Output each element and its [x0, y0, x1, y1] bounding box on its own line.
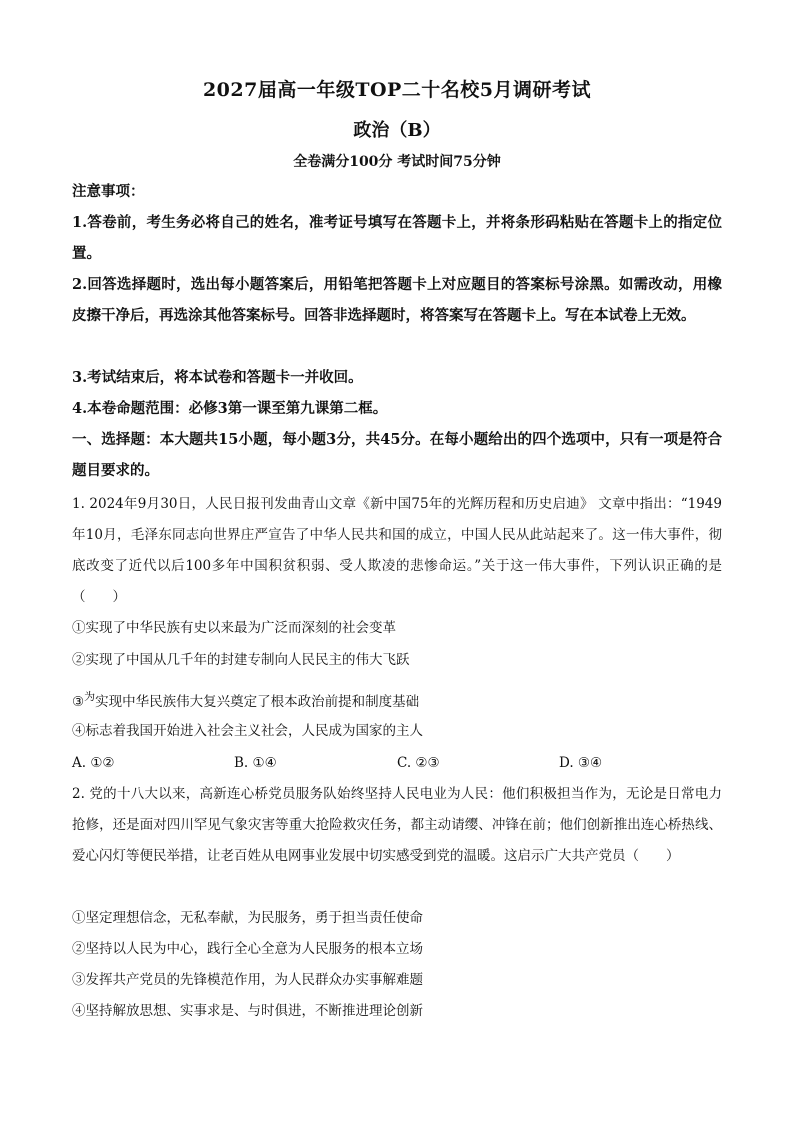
option-3-marker: ③ — [72, 694, 85, 710]
question-1-option-3 — [72, 681, 722, 718]
question-1-option-2: ②实现了中国从几千年的封建专制向人民民主的伟大飞跃 — [72, 652, 410, 668]
notice-item-3: 3.考试结束后，将本试卷和答题卡一并收回。 — [72, 369, 363, 386]
question-2-option-1: ①坚定理想信念，无私奉献，为民服务，勇于担当责任使命 — [72, 910, 423, 926]
option-3-text: 实现中华民族伟大复兴奠定了根本政治前提和制度基础 — [95, 694, 420, 710]
exam-meta: 全卷满分100分 考试时间75分钟 — [293, 154, 501, 170]
exam-subject: 政治（B） — [353, 120, 441, 141]
question-1-stem: 1. 2024年9月30日，人民日报刊发曲青山文章《新中国75年的光辉历程和历史启迪》 文章中指出：“1949年10月，毛泽东同志向世界庄严宣告了中华人民共和国的成立，中国人民从此站起来了。这一伟大事件，彻底改变了近代以后100多年中国积贫积弱、受人欺凌的悲惨命运。”关于这一伟大事件，下列认识正确的是（ ） — [72, 496, 722, 605]
choice-c: C. ②③ — [397, 755, 440, 771]
question-2-stem: 2. 党的十八大以来，高新连心桥党员服务队始终坚持人民电业为人民：他们积极担当作为，无论是日常电力抢修，还是面对四川罕见气象灾害等重大抢险救灾任务，都主动请缨、冲锋在前；他们创新推出连心桥热线、爱心闪灯等便民举措，让老百姓从电网事业发展中切实感受到党的温暖。这启示广大共产党员（ ） — [72, 786, 722, 864]
question-1-option-4: ④标志着我国开始进入社会主义社会，人民成为国家的主人 — [72, 723, 423, 739]
question-2-option-3: ③发挥共产党员的先锋模范作用，为人民群众办实事解难题 — [72, 972, 423, 988]
option-3-superscript: 为 — [84, 690, 96, 703]
notice-item-2: 2.回答选择题时，选出每小题答案后，用铅笔把答题卡上对应题目的答案标号涂黑。如需改动，用橡皮擦干净后，再选涂其他答案标号。回答非选择题时，将答案写在答题卡上。写在本试卷上无效。 — [72, 276, 722, 324]
question-2-option-2: ②坚持以人民为中心，践行全心全意为人民服务的根本立场 — [72, 941, 423, 957]
notice-heading: 注意事项： — [72, 183, 145, 200]
exam-title: 2027届高一年级TOP二十名校5月调研考试 — [202, 79, 592, 101]
notice-item-1: 1.答卷前，考生务必将自己的姓名，准考证号填写在答题卡上，并将条形码粘贴在答题卡上的指定位置。 — [72, 214, 722, 262]
choice-b: B. ①④ — [234, 755, 277, 771]
choice-d: D. ③④ — [559, 755, 603, 771]
question-1-option-1: ①实现了中华民族有史以来最为广泛而深刻的社会变革 — [72, 620, 396, 636]
question-2-option-4: ④坚持解放思想、实事求是、与时俱进，不断推进理论创新 — [72, 1003, 423, 1019]
section-heading: 一、选择题：本大题共15小题，每小题3分，共45分。在每小题给出的四个选项中，只有一项是符合题目要求的。 — [72, 431, 722, 479]
choice-a: A. ①② — [72, 755, 115, 771]
notice-item-4: 4.本卷命题范围：必修3第一课至第九课第二框。 — [72, 400, 388, 417]
